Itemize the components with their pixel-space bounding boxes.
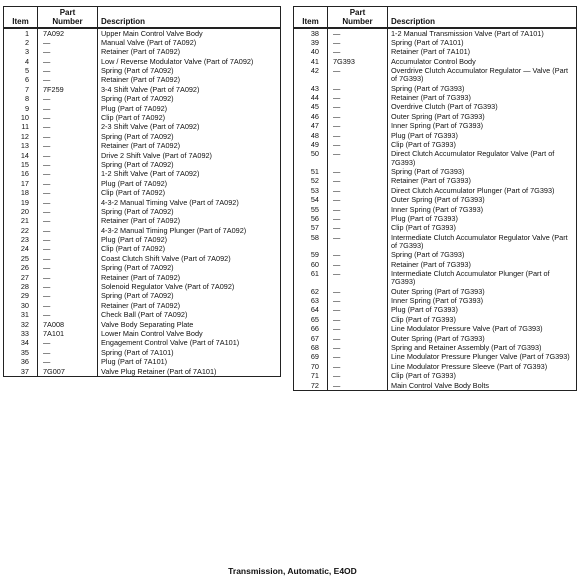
table-row <box>4 28 281 38</box>
part-description: Clip (Part of 7G393) <box>391 223 456 233</box>
table-row <box>294 381 577 391</box>
header-description: Description <box>98 7 281 29</box>
part-number: — <box>328 112 388 121</box>
item-number: 44 <box>294 94 328 103</box>
part-description: Spring (Part of 7G393) <box>391 83 465 93</box>
table-row <box>4 48 281 57</box>
table-row <box>4 217 281 226</box>
part-description: Clip (Part of 7G393) <box>391 314 456 324</box>
item-number: 30 <box>4 301 38 310</box>
item-number: 1 <box>4 28 38 38</box>
header-part-number: Part Number <box>328 7 388 29</box>
header-description: Description <box>388 7 577 29</box>
part-description: Plug (Part of 7G393) <box>391 213 458 223</box>
part-description: Spring (Part of 7G393) <box>391 166 465 176</box>
table-row <box>4 264 281 273</box>
parts-table-right-body <box>294 28 577 391</box>
item-number: 42 <box>294 67 328 85</box>
table-row <box>294 270 577 288</box>
part-number: — <box>328 48 388 57</box>
part-description: Low / Reverse Modulator Valve (Part of 7A092) <box>101 56 254 66</box>
part-number: — <box>328 224 388 233</box>
part-number: — <box>328 344 388 353</box>
item-number: 36 <box>4 358 38 367</box>
figure-caption: Transmission, Automatic, E4OD <box>228 566 357 576</box>
item-number: 9 <box>4 104 38 113</box>
table-row <box>294 150 577 168</box>
item-number: 65 <box>294 315 328 324</box>
part-description: Coast Clutch Shift Valve (Part of 7A092) <box>101 253 231 263</box>
item-number: 23 <box>4 236 38 245</box>
table-row <box>4 95 281 104</box>
part-number: — <box>328 325 388 334</box>
item-number: 70 <box>294 362 328 371</box>
part-number: — <box>38 217 98 226</box>
part-description: Retainer (Part of 7A101) <box>391 47 471 57</box>
part-description: Spring (Part of 7G393) <box>391 250 465 260</box>
header-item: Item <box>294 7 328 29</box>
item-number: 37 <box>4 367 38 377</box>
part-number: — <box>38 245 98 254</box>
item-number: 6 <box>4 76 38 85</box>
table-row <box>294 196 577 205</box>
item-number: 32 <box>4 320 38 329</box>
part-number: — <box>38 95 98 104</box>
table-row <box>294 325 577 334</box>
table-row <box>4 123 281 132</box>
part-number: — <box>38 67 98 76</box>
table-row <box>294 48 577 57</box>
part-number: — <box>328 94 388 103</box>
part-number: — <box>328 315 388 324</box>
part-number: 7F259 <box>38 85 98 94</box>
part-description: 3-4 Shift Valve (Part of 7A092) <box>101 84 200 94</box>
part-number: — <box>328 131 388 140</box>
part-number: — <box>328 334 388 343</box>
part-number: — <box>328 67 388 85</box>
part-number: 7G007 <box>38 367 98 377</box>
part-number: — <box>328 196 388 205</box>
part-number: — <box>328 372 388 381</box>
part-number: 7A092 <box>38 28 98 38</box>
part-number: — <box>38 142 98 151</box>
item-number: 64 <box>294 306 328 315</box>
part-description: Accumulator Control Body <box>391 56 476 66</box>
part-description: Line Modulator Pressure Plunger Valve (Part of 7G393) <box>391 352 570 362</box>
item-number: 4 <box>4 57 38 66</box>
item-number: 40 <box>294 48 328 57</box>
part-number: — <box>38 57 98 66</box>
table-row <box>4 339 281 348</box>
part-number: — <box>38 114 98 123</box>
item-number: 66 <box>294 325 328 334</box>
part-description: Inner Spring (Part of 7G393) <box>391 296 484 306</box>
part-description: Intermediate Clutch Accumulator Regulator Valve (Part of 7G393) <box>391 232 568 250</box>
item-number: 31 <box>4 311 38 320</box>
part-number: — <box>38 226 98 235</box>
part-number: — <box>38 170 98 179</box>
header-part-number: Part Number <box>38 7 98 29</box>
part-number: — <box>38 292 98 301</box>
part-description: Outer Spring (Part of 7G393) <box>391 333 485 343</box>
part-number: — <box>38 38 98 47</box>
item-number: 50 <box>294 150 328 168</box>
item-number: 39 <box>294 38 328 47</box>
item-number: 12 <box>4 132 38 141</box>
item-number: 68 <box>294 344 328 353</box>
item-number: 71 <box>294 372 328 381</box>
part-description: Spring (Part of 7A092) <box>101 66 174 76</box>
part-number: — <box>38 254 98 263</box>
item-number: 67 <box>294 334 328 343</box>
part-description: Spring (Part of 7A092) <box>101 131 174 141</box>
part-description: Overdrive Clutch Accumulator Regulator — Valve (Part of 7G393) <box>391 66 569 84</box>
part-number: — <box>328 205 388 214</box>
part-number: — <box>38 207 98 216</box>
item-number: 55 <box>294 205 328 214</box>
part-description: Inner Spring (Part of 7G393) <box>391 204 484 214</box>
part-description: Line Modulator Pressure Valve (Part of 7G393) <box>391 324 543 334</box>
item-number: 24 <box>4 245 38 254</box>
part-description: Retainer (Part of 7G393) <box>391 93 471 103</box>
part-description: Plug (Part of 7A101) <box>101 357 168 367</box>
table-row <box>294 251 577 260</box>
part-number: — <box>328 84 388 93</box>
table-row <box>294 372 577 381</box>
part-number: — <box>328 353 388 362</box>
part-description: Spring (Part of 7A092) <box>101 206 174 216</box>
item-number: 43 <box>294 84 328 93</box>
part-description: Plug (Part of 7G393) <box>391 305 458 315</box>
part-description: Overdrive Clutch (Part of 7G393) <box>391 102 498 112</box>
item-number: 2 <box>4 38 38 47</box>
part-description: Main Control Valve Body Bolts <box>391 380 490 390</box>
part-number: — <box>328 122 388 131</box>
part-description: Valve Plug Retainer (Part of 7A101) <box>101 366 217 376</box>
part-description: Check Ball (Part of 7A092) <box>101 310 188 320</box>
part-number: — <box>38 160 98 169</box>
part-number: — <box>328 287 388 296</box>
part-description: Plug (Part of 7G393) <box>391 130 458 140</box>
parts-table-left <box>3 6 281 377</box>
part-number: — <box>328 297 388 306</box>
table-row <box>4 311 281 320</box>
item-number: 15 <box>4 160 38 169</box>
item-number: 7 <box>4 85 38 94</box>
part-number: — <box>38 311 98 320</box>
item-number: 17 <box>4 179 38 188</box>
table-row <box>4 245 281 254</box>
table-row <box>4 142 281 151</box>
part-number: — <box>328 270 388 288</box>
item-number: 33 <box>4 330 38 339</box>
table-row <box>4 76 281 85</box>
table-row <box>4 358 281 367</box>
part-number: — <box>38 283 98 292</box>
table-row <box>4 170 281 179</box>
part-description: Plug (Part of 7A092) <box>101 235 168 245</box>
part-description: Outer Spring (Part of 7G393) <box>391 195 485 205</box>
item-number: 10 <box>4 114 38 123</box>
item-number: 3 <box>4 48 38 57</box>
item-number: 34 <box>4 339 38 348</box>
item-number: 59 <box>294 251 328 260</box>
part-number: — <box>328 186 388 195</box>
part-description: Spring (Part of 7A092) <box>101 159 174 169</box>
item-number: 72 <box>294 381 328 391</box>
item-number: 11 <box>4 123 38 132</box>
part-number: — <box>38 198 98 207</box>
item-number: 27 <box>4 273 38 282</box>
item-number: 18 <box>4 189 38 198</box>
part-number: — <box>328 260 388 269</box>
part-number: 7A008 <box>38 320 98 329</box>
part-number: — <box>38 48 98 57</box>
part-number: — <box>328 177 388 186</box>
part-number: — <box>328 38 388 47</box>
part-description: 1-2 Manual Transmission Valve (Part of 7A101) <box>391 28 544 38</box>
table-header-row <box>294 7 577 29</box>
table-row <box>294 224 577 233</box>
part-description: Spring (Part of 7A092) <box>101 291 174 301</box>
part-description: Drive 2 Shift Valve (Part of 7A092) <box>101 150 212 160</box>
item-number: 19 <box>4 198 38 207</box>
part-number: — <box>328 381 388 391</box>
table-row <box>4 189 281 198</box>
table-row <box>294 122 577 131</box>
item-number: 69 <box>294 353 328 362</box>
item-number: 25 <box>4 254 38 263</box>
part-number: — <box>38 151 98 160</box>
part-description: 2-3 Shift Valve (Part of 7A092) <box>101 122 200 132</box>
part-description: Direct Clutch Accumulator Regulator Valve (Part of 7G393) <box>391 149 555 167</box>
table-header-row <box>4 7 281 29</box>
part-number: — <box>38 123 98 132</box>
part-description: 1-2 Shift Valve (Part of 7A092) <box>101 169 200 179</box>
item-number: 49 <box>294 141 328 150</box>
table-row <box>294 103 577 112</box>
part-description: Plug (Part of 7A092) <box>101 178 168 188</box>
item-number: 57 <box>294 224 328 233</box>
item-number: 20 <box>4 207 38 216</box>
part-description: Clip (Part of 7G393) <box>391 371 456 381</box>
part-description: Outer Spring (Part of 7G393) <box>391 111 485 121</box>
table-row <box>294 28 577 38</box>
part-description: 4-3-2 Manual Timing Valve (Part of 7A092) <box>101 197 239 207</box>
table-row <box>4 198 281 207</box>
part-description: Spring (Part of 7A101) <box>391 37 464 47</box>
parts-table-right <box>293 6 577 391</box>
table-row <box>294 177 577 186</box>
part-number: — <box>38 301 98 310</box>
part-description: Retainer (Part of 7A092) <box>101 75 181 85</box>
item-number: 48 <box>294 131 328 140</box>
part-description: Manual Valve (Part of 7A092) <box>101 37 197 47</box>
item-number: 28 <box>4 283 38 292</box>
part-number: — <box>328 362 388 371</box>
part-number: — <box>38 132 98 141</box>
item-number: 47 <box>294 122 328 131</box>
part-number: — <box>38 273 98 282</box>
item-number: 51 <box>294 167 328 176</box>
item-number: 13 <box>4 142 38 151</box>
table-row <box>294 67 577 85</box>
part-description: Line Modulator Pressure Sleeve (Part of 7G393) <box>391 361 548 371</box>
part-description: Retainer (Part of 7G393) <box>391 176 471 186</box>
part-number: — <box>328 306 388 315</box>
part-number: — <box>328 251 388 260</box>
item-number: 52 <box>294 177 328 186</box>
part-number: — <box>328 28 388 38</box>
part-description: Valve Body Separating Plate <box>101 319 194 329</box>
part-description: Clip (Part of 7A092) <box>101 113 166 123</box>
part-number: — <box>328 233 388 251</box>
item-number: 22 <box>4 226 38 235</box>
part-description: 4-3-2 Manual Timing Plunger (Part of 7A092) <box>101 225 247 235</box>
part-number: — <box>38 179 98 188</box>
part-number: — <box>38 264 98 273</box>
part-number: — <box>328 214 388 223</box>
part-description: Retainer (Part of 7A092) <box>101 216 181 226</box>
item-number: 60 <box>294 260 328 269</box>
item-number: 26 <box>4 264 38 273</box>
item-number: 38 <box>294 28 328 38</box>
item-number: 21 <box>4 217 38 226</box>
part-description: Solenoid Regulator Valve (Part of 7A092) <box>101 282 235 292</box>
part-number: — <box>328 141 388 150</box>
item-number: 61 <box>294 270 328 288</box>
table-row <box>4 367 281 377</box>
part-number: — <box>38 339 98 348</box>
part-description: Upper Main Control Valve Body <box>101 28 203 38</box>
part-description: Retainer (Part of 7G393) <box>391 259 471 269</box>
part-description: Retainer (Part of 7A092) <box>101 272 181 282</box>
part-number: 7G393 <box>328 57 388 66</box>
item-number: 53 <box>294 186 328 195</box>
part-description: Retainer (Part of 7A092) <box>101 141 181 151</box>
part-number: — <box>38 236 98 245</box>
part-description: Intermediate Clutch Accumulator Plunger (Part of 7G393) <box>391 269 550 287</box>
part-description: Spring and Retainer Assembly (Part of 7G393) <box>391 343 542 353</box>
part-description: Spring (Part of 7A092) <box>101 94 174 104</box>
part-number: — <box>38 76 98 85</box>
table-row <box>294 306 577 315</box>
item-number: 29 <box>4 292 38 301</box>
part-number: — <box>38 358 98 367</box>
part-number: — <box>328 150 388 168</box>
part-number: — <box>38 348 98 357</box>
part-description: Spring (Part of 7A101) <box>101 347 174 357</box>
item-number: 45 <box>294 103 328 112</box>
part-description: Spring (Part of 7A092) <box>101 263 174 273</box>
part-description: Clip (Part of 7A092) <box>101 188 166 198</box>
table-row <box>294 353 577 362</box>
item-number: 62 <box>294 287 328 296</box>
part-number: — <box>38 189 98 198</box>
part-description: Clip (Part of 7A092) <box>101 244 166 254</box>
part-number: — <box>328 103 388 112</box>
part-description: Plug (Part of 7A092) <box>101 103 168 113</box>
item-number: 14 <box>4 151 38 160</box>
table-row <box>294 233 577 251</box>
part-description: Retainer (Part of 7A092) <box>101 47 181 57</box>
item-number: 5 <box>4 67 38 76</box>
part-description: Outer Spring (Part of 7G393) <box>391 286 485 296</box>
part-description: Direct Clutch Accumulator Plunger (Part of 7G393) <box>391 185 555 195</box>
header-item: Item <box>4 7 38 29</box>
part-description: Lower Main Control Valve Body <box>101 329 203 338</box>
item-number: 58 <box>294 233 328 251</box>
parts-table-left-body <box>4 28 281 377</box>
part-number: — <box>38 104 98 113</box>
item-number: 63 <box>294 297 328 306</box>
item-number: 35 <box>4 348 38 357</box>
item-number: 8 <box>4 95 38 104</box>
part-description: Clip (Part of 7G393) <box>391 140 456 149</box>
part-description: Engagement Control Valve (Part of 7A101) <box>101 338 240 348</box>
table-row <box>4 292 281 301</box>
part-number: — <box>328 167 388 176</box>
part-description: Inner Spring (Part of 7G393) <box>391 121 484 131</box>
part-number: 7A101 <box>38 330 98 339</box>
item-number: 46 <box>294 112 328 121</box>
item-number: 41 <box>294 57 328 66</box>
part-description: Retainer (Part of 7A092) <box>101 300 181 310</box>
item-number: 16 <box>4 170 38 179</box>
item-number: 54 <box>294 196 328 205</box>
item-number: 56 <box>294 214 328 223</box>
